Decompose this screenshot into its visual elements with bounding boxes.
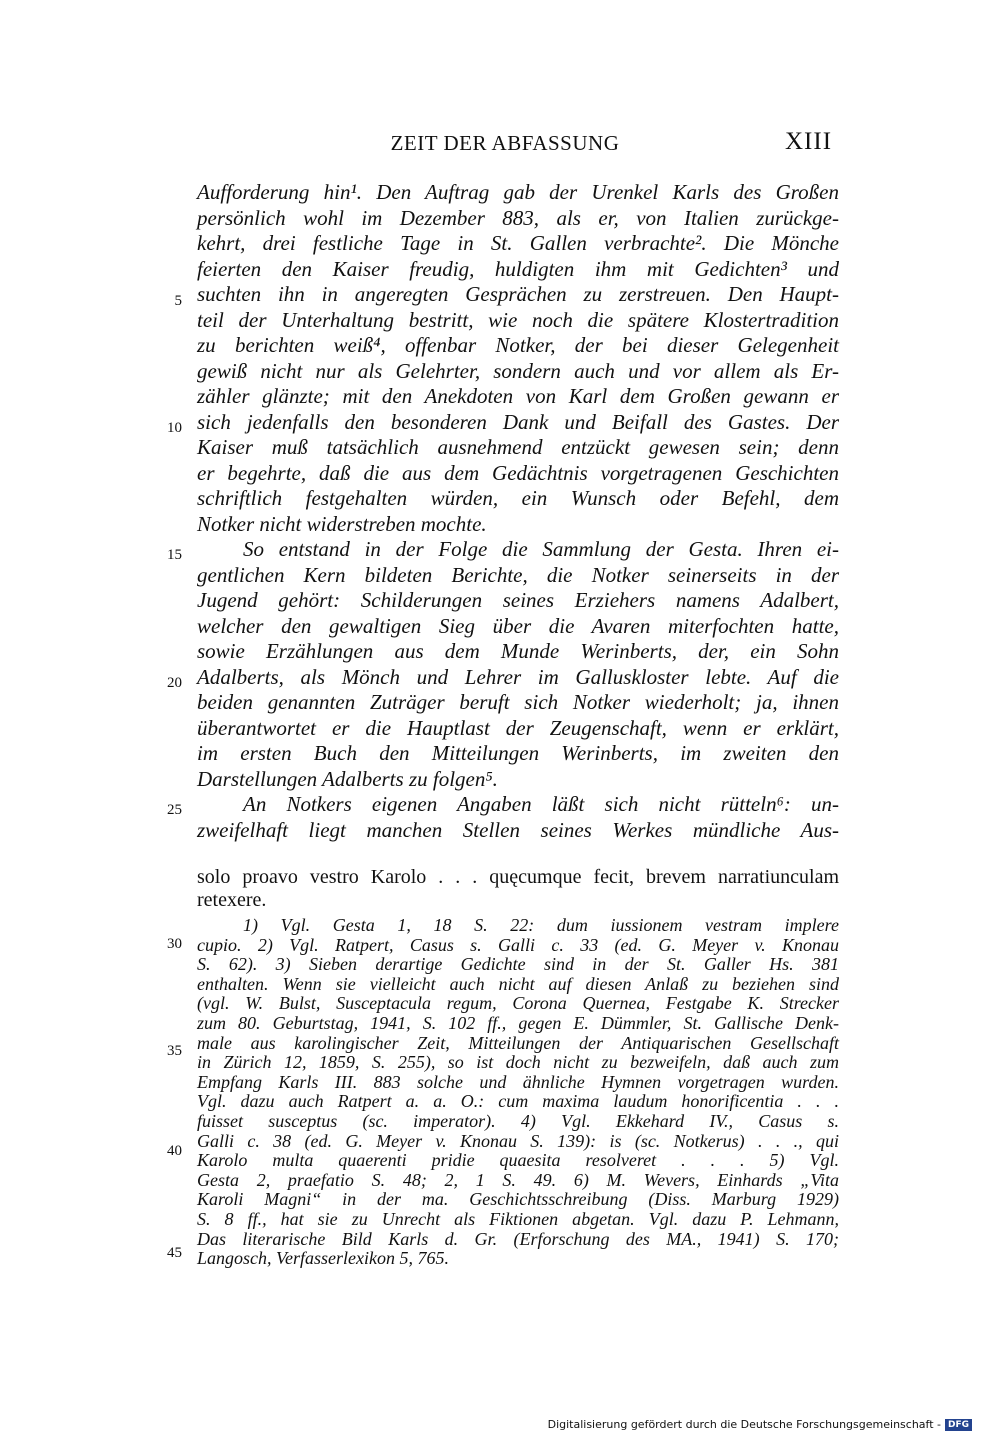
line-number: 5 bbox=[174, 293, 182, 309]
text-line: überantwortet er die Hauptlast der Zeugenschaft, wenn er erklärt, bbox=[197, 715, 839, 740]
credit-text: Digitalisierung gefördert durch die Deutsche Forschungsgemeinschaft - bbox=[547, 1418, 941, 1431]
text-line: Jugend gehört: Schilderungen seines Erziehers namens Adalbert, bbox=[197, 588, 839, 612]
footnote-line: cupio. 2) Vgl. Ratpert, Casus s. Galli c. 33 (ed. G. Meyer v. Knonau bbox=[197, 934, 839, 955]
line-number: 40 bbox=[167, 1143, 182, 1159]
footnotes bbox=[197, 916, 839, 1269]
text-line: gewiß nicht nur als Gelehrter, sondern auch und vor allem als Er- bbox=[197, 358, 839, 383]
line-number: 20 bbox=[167, 675, 182, 691]
line-number: 25 bbox=[167, 802, 182, 818]
quote-line: retexere. bbox=[197, 889, 267, 911]
footnote-line: Langosch, Verfasserlexikon 5, 765. bbox=[197, 1248, 449, 1269]
footnote-line: Vgl. dazu auch Ratpert a. a. O.: cum maxima laudum honorificentia . . . bbox=[197, 1091, 839, 1112]
text-line: Notker nicht widerstreben mochte. bbox=[197, 511, 487, 536]
text-line: So entstand in der Folge die Sammlung der Gesta. Ihren ei- bbox=[243, 537, 839, 561]
text-line: kehrt, drei festliche Tage in St. Gallen verbrachte². Die Mönche bbox=[197, 231, 839, 255]
footnote-line: S. 62). 3) Sieben derartige Gedichte sind in der St. Galler Hs. 381 bbox=[197, 954, 839, 975]
footnote-line: Gesta 2, praefatio S. 48; 2, 1 S. 49. 6) M. Wevers, Einhards „Vita bbox=[197, 1169, 839, 1190]
text-line: feierten den Kaiser freudig, huldigten ihm mit Gedichten³ und bbox=[197, 256, 839, 281]
text-line: persönlich wohl im Dezember 883, als er, von Italien zurückge- bbox=[197, 205, 839, 230]
text-line: zähler glänzte; mit den Anekdoten von Karl dem Großen gewann er bbox=[197, 384, 839, 408]
footnote-line: 1) Vgl. Gesta 1, 18 S. 22: dum iussionem vestram implere bbox=[243, 915, 839, 935]
line-number: 35 bbox=[167, 1043, 182, 1059]
line-number: 30 bbox=[167, 936, 182, 952]
page-number: XIII bbox=[785, 128, 833, 155]
quote-line: solo proavo vestro Karolo . . . quęcumque fecit, brevem narratiunculam bbox=[197, 866, 839, 888]
running-title: ZEIT DER ABFASSUNG bbox=[390, 131, 620, 155]
footnote-line: Das literarische Bild Karls d. Gr. (Erforschung des MA., 1941) S. 170; bbox=[197, 1228, 839, 1249]
footnote-line: enthalten. Wenn sie vielleicht auch nicht auf diesen Anlaß zu beziehen sind bbox=[197, 973, 839, 994]
footnote-line: male aus karolingischer Zeit, Mitteilungen der Antiquarischen Gesellschaft bbox=[197, 1032, 839, 1053]
text-line: beiden genannten Zuträger beruft sich Notker wiederholt; ja, ihnen bbox=[197, 690, 839, 714]
line-number: 10 bbox=[167, 420, 182, 436]
line-number: 45 bbox=[167, 1245, 182, 1261]
text-line: sich jedenfalls den besonderen Dank und Beifall des Gastes. Der bbox=[197, 409, 839, 434]
quote-block bbox=[197, 866, 839, 912]
text-line: Aufforderung hin¹. Den Auftrag gab der Urenkel Karls des Großen bbox=[197, 180, 839, 204]
text-line: Darstellungen Adalberts zu folgen⁵. bbox=[197, 766, 498, 791]
text-line: im ersten Buch den Mitteilungen Werinberts, im zweiten den bbox=[197, 741, 839, 765]
digitization-credit bbox=[548, 1418, 972, 1431]
footnote-line: Galli c. 38 (ed. G. Meyer v. Knonau S. 139): is (sc. Notkerus) . . ., qui bbox=[197, 1130, 839, 1151]
text-line: sowie Erzählungen aus dem Munde Werinberts, der, ein Sohn bbox=[197, 639, 839, 663]
text-line: Adalberts, als Mönch und Lehrer im Galluskloster lebte. Auf die bbox=[197, 664, 839, 689]
text-line: zu berichten weiß⁴, offenbar Notker, der bei dieser Gelegenheit bbox=[197, 333, 839, 357]
text-line: schriftlich festgehalten würden, ein Wunsch oder Befehl, dem bbox=[197, 486, 839, 510]
text-line: zweifelhaft liegt manchen Stellen seines Werkes mündliche Aus- bbox=[197, 817, 839, 842]
text-line: suchten ihn in angeregten Gesprächen zu zerstreuen. Den Haupt- bbox=[197, 282, 839, 306]
text-line: teil der Unterhaltung bestritt, wie noch die spätere Klostertradition bbox=[197, 307, 839, 332]
footnote-line: Empfang Karls III. 883 solche und ähnliche Hymnen vorgetragen wurden. bbox=[197, 1071, 839, 1092]
footnote-line: fuisset susceptus (sc. imperator). 4) Vgl. Ekkehard IV., Casus s. bbox=[197, 1110, 839, 1131]
text-line: er begehrte, daß die aus dem Gedächtnis vorgetragenen Geschichten bbox=[197, 460, 839, 485]
text-line: welcher den gewaltigen Sieg über die Avaren miterfochten hatte, bbox=[197, 613, 839, 638]
text-line: Kaiser muß tatsächlich ausnehmend entzückt gewesen sein; denn bbox=[197, 435, 839, 459]
line-number: 15 bbox=[167, 547, 182, 563]
main-text bbox=[197, 180, 839, 843]
footnote-line: Karolo multa quaerenti pridie quaesita resolveret . . . 5) Vgl. bbox=[197, 1150, 839, 1171]
footnote-line: zum 80. Geburtstag, 1941, S. 102 ff., gegen E. Dümmler, St. Gallische Denk- bbox=[197, 1012, 839, 1033]
text-line: An Notkers eigenen Angaben läßt sich nicht rütteln⁶: un- bbox=[243, 792, 839, 816]
footnote-line: Karoli Magni“ in der ma. Geschichtsschreibung (Diss. Marburg 1929) bbox=[197, 1189, 839, 1210]
footnote-line: S. 8 ff., hat sie zu Unrecht als Fiktionen abgetan. Vgl. dazu P. Lehmann, bbox=[197, 1208, 839, 1229]
footnote-line: (vgl. W. Bulst, Susceptacula regum, Corona Quernea, Festgabe K. Strecker bbox=[197, 993, 839, 1014]
text-line: gentlichen Kern bildeten Berichte, die Notker seinerseits in der bbox=[197, 562, 839, 587]
dfg-logo: DFG bbox=[945, 1419, 972, 1431]
footnote-line: in Zürich 12, 1859, S. 255), so ist doch nicht zu bezweifeln, daß auch zum bbox=[197, 1052, 839, 1073]
